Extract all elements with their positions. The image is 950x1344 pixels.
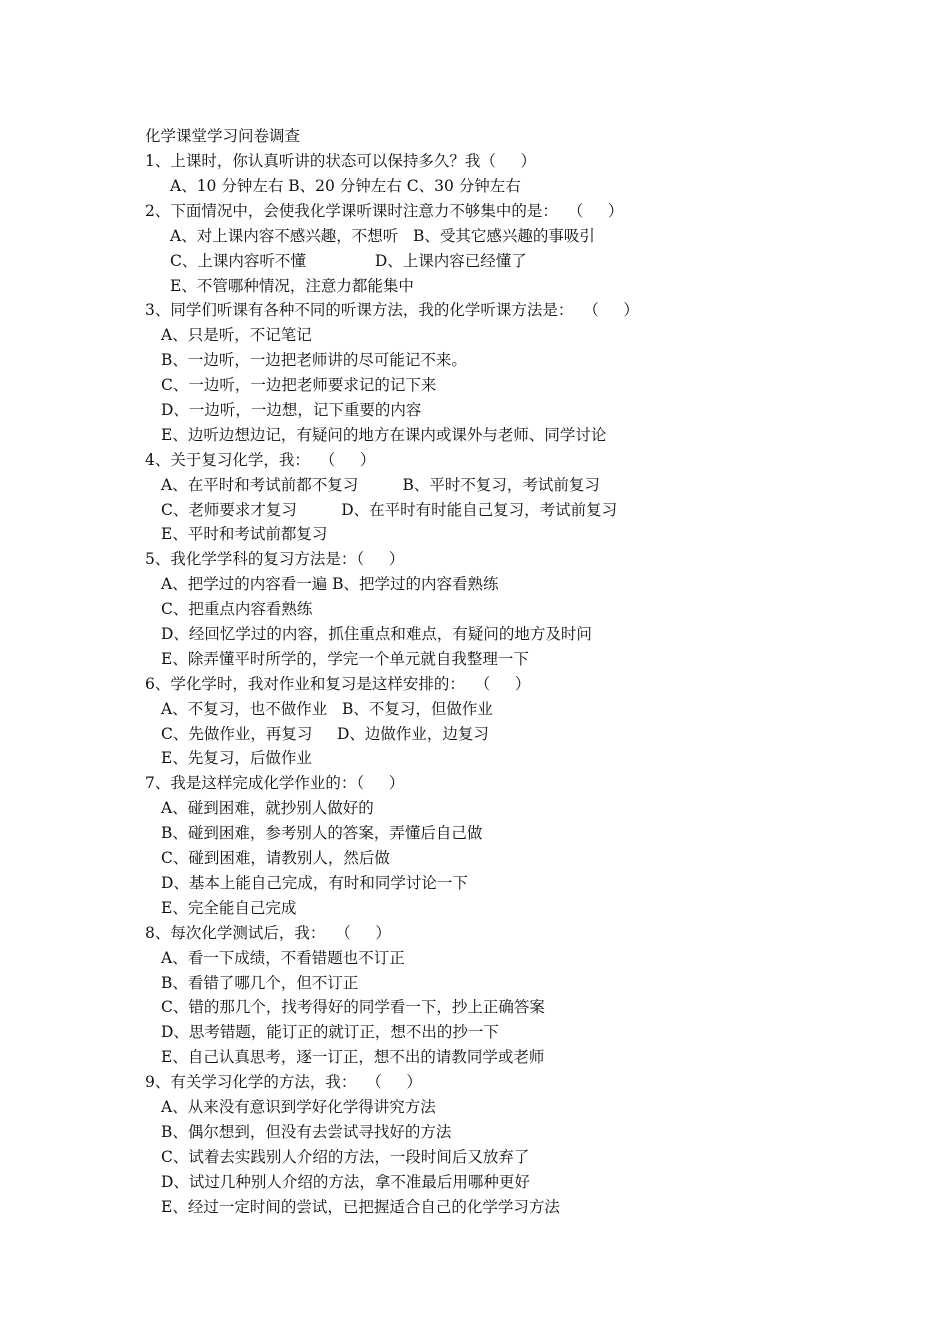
question-3-option-a: A、只是听，不记笔记 bbox=[161, 326, 312, 344]
question-3-option-d: D、一边听，一边想，记下重要的内容 bbox=[161, 401, 422, 419]
question-9-stem: 9、有关学习化学的方法，我： （ ） bbox=[145, 1073, 422, 1091]
question-9-option-d: D、试过几种别人介绍的方法，拿不准最后用哪种更好 bbox=[161, 1173, 530, 1191]
question-7-option-a: A、碰到困难，就抄别人做好的 bbox=[161, 799, 374, 817]
question-6-option-line: A、不复习，也不做作业 B、不复习，但做作业 bbox=[161, 700, 493, 718]
page-title: 化学课堂学习问卷调查 bbox=[145, 127, 301, 145]
question-4-option-line: A、在平时和考试前都不复习 B、平时不复习，考试前复习 bbox=[161, 476, 600, 494]
question-8-stem: 8、每次化学测试后，我： （ ） bbox=[145, 924, 391, 942]
question-8-option-d: D、思考错题，能订正的就订正，想不出的抄一下 bbox=[161, 1023, 499, 1041]
question-7-option-b: B、碰到困难，参考别人的答案，弄懂后自己做 bbox=[161, 824, 483, 842]
question-3-stem: 3、同学们听课有各种不同的听课方法，我的化学听课方法是： （ ） bbox=[145, 301, 639, 319]
question-3-option-c: C、一边听，一边把老师要求记的记下来 bbox=[161, 376, 437, 394]
question-7-stem: 7、我是这样完成化学作业的：（ ） bbox=[145, 774, 405, 792]
question-5-option-e: E、除弄懂平时所学的，学完一个单元就自我整理一下 bbox=[161, 650, 529, 668]
question-5-option-d: D、经回忆学过的内容，抓住重点和难点，有疑问的地方及时问 bbox=[161, 625, 592, 643]
question-8-option-c: C、错的那几个，找考得好的同学看一下，抄上正确答案 bbox=[161, 998, 545, 1016]
question-8-option-b: B、看错了哪几个，但不订正 bbox=[161, 974, 359, 992]
question-6-stem: 6、学化学时，我对作业和复习是这样安排的： （ ） bbox=[145, 675, 531, 693]
question-9-option-c: C、试着去实践别人介绍的方法，一段时间后又放弃了 bbox=[161, 1148, 530, 1166]
question-6-option-line: C、先做作业，再复习 D、边做作业，边复习 bbox=[161, 725, 489, 743]
question-4-option-line: E、平时和考试前都复习 bbox=[161, 525, 328, 543]
question-4-stem: 4、关于复习化学，我： （ ） bbox=[145, 451, 376, 469]
question-9-option-a: A、从来没有意识到学好化学得讲究方法 bbox=[161, 1098, 436, 1116]
question-4-option-line: C、老师要求才复习 D、在平时有时能自己复习，考试前复习 bbox=[161, 501, 618, 519]
question-2-option-line: C、上课内容听不懂 D、上课内容已经懂了 bbox=[170, 252, 527, 270]
question-5-option-c: C、把重点内容看熟练 bbox=[161, 600, 313, 618]
question-5-option-line: A、把学过的内容看一遍 B、把学过的内容看熟练 bbox=[161, 575, 499, 593]
question-2-option-line: E、不管哪种情况，注意力都能集中 bbox=[170, 277, 414, 295]
question-1-stem: 1、上课时，你认真听讲的状态可以保持多久？我（ ） bbox=[145, 152, 536, 170]
question-9-option-e: E、经过一定时间的尝试，已把握适合自己的化学学习方法 bbox=[161, 1198, 560, 1216]
question-8-option-a: A、看一下成绩，不看错题也不订正 bbox=[161, 949, 405, 967]
question-8-option-e: E、自己认真思考，逐一订正，想不出的请教同学或老师 bbox=[161, 1048, 545, 1066]
question-2-stem: 2、下面情况中，会使我化学课听课时注意力不够集中的是： （ ） bbox=[145, 202, 624, 220]
question-7-option-c: C、碰到困难，请教别人，然后做 bbox=[161, 849, 390, 867]
question-3-option-e: E、边听边想边记，有疑问的地方在课内或课外与老师、同学讨论 bbox=[161, 426, 607, 444]
question-1-option-line: A、10 分钟左右 B、20 分钟左右 C、30 分钟左右 bbox=[170, 177, 521, 195]
question-3-option-b: B、一边听，一边把老师讲的尽可能记不来。 bbox=[161, 351, 467, 369]
question-9-option-b: B、偶尔想到，但没有去尝试寻找好的方法 bbox=[161, 1123, 452, 1141]
question-5-stem: 5、我化学学科的复习方法是：（ ） bbox=[145, 550, 405, 568]
question-7-option-e: E、完全能自己完成 bbox=[161, 899, 297, 917]
question-6-option-e: E、先复习，后做作业 bbox=[161, 749, 312, 767]
question-2-option-line: A、对上课内容不感兴趣，不想听 B、受其它感兴趣的事吸引 bbox=[170, 227, 595, 245]
question-7-option-d: D、基本上能自己完成，有时和同学讨论一下 bbox=[161, 874, 468, 892]
